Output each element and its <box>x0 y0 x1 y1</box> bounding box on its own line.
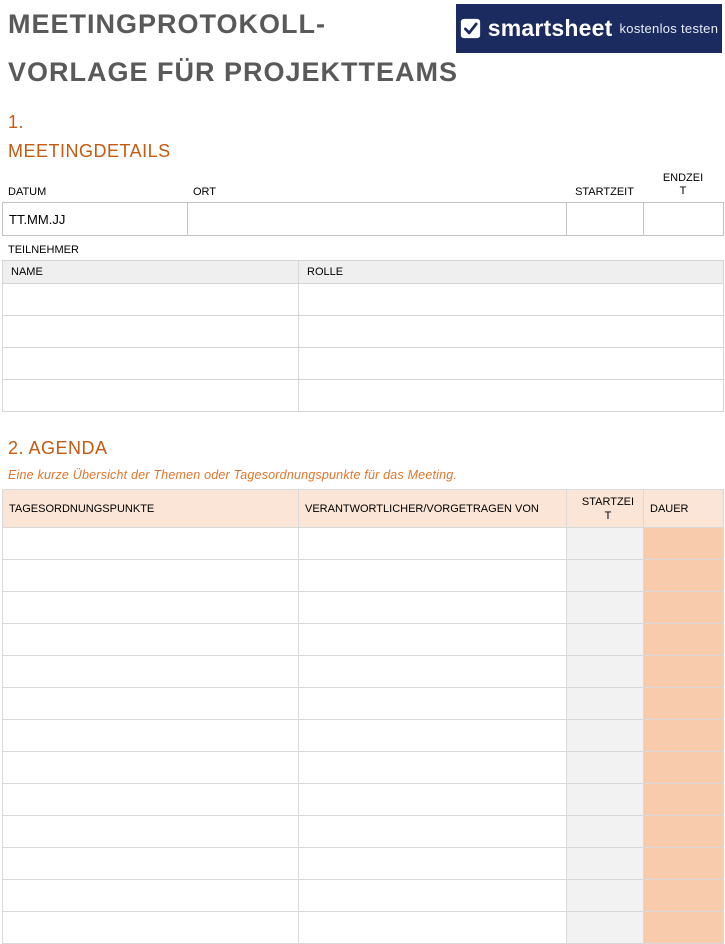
agenda-row <box>3 688 724 720</box>
agenda-startzeit-header: STARTZEIT <box>567 490 644 528</box>
agenda-table <box>2 489 724 944</box>
teilnehmer-header-row <box>3 261 724 284</box>
responsible-cell[interactable] <box>299 912 567 944</box>
name-cell[interactable] <box>3 316 299 348</box>
page-title-line-2: VORLAGE FÜR PROJEKTTEAMS <box>8 57 459 87</box>
responsible-cell[interactable] <box>299 784 567 816</box>
topic-cell[interactable] <box>3 528 299 560</box>
agenda-row <box>3 816 724 848</box>
topic-cell[interactable] <box>3 592 299 624</box>
duration-cell[interactable] <box>644 880 724 912</box>
start-cell[interactable] <box>567 560 644 592</box>
agenda-row <box>3 784 724 816</box>
start-cell[interactable] <box>567 912 644 944</box>
duration-cell[interactable] <box>644 816 724 848</box>
meeting-details-table <box>2 202 724 236</box>
section-1-title: MEETINGDETAILS <box>8 141 171 161</box>
smartsheet-banner[interactable] <box>456 4 722 53</box>
start-cell[interactable] <box>567 528 644 560</box>
duration-cell[interactable] <box>644 752 724 784</box>
agenda-row <box>3 592 724 624</box>
start-cell[interactable] <box>567 656 644 688</box>
duration-cell[interactable] <box>644 720 724 752</box>
start-cell[interactable] <box>567 880 644 912</box>
topic-cell[interactable] <box>3 720 299 752</box>
rolle-header: ROLLE <box>299 261 724 284</box>
responsible-cell[interactable] <box>299 720 567 752</box>
topic-cell[interactable] <box>3 688 299 720</box>
agenda-row <box>3 912 724 944</box>
responsible-cell[interactable] <box>299 752 567 784</box>
verantwortlicher-header: VERANTWORTLICHER/VORGETRAGEN VON <box>299 490 567 528</box>
smartsheet-brand-label: smartsheet <box>487 15 613 41</box>
duration-cell[interactable] <box>644 688 724 720</box>
ort-header: ORT <box>193 186 217 198</box>
agenda-row <box>3 528 724 560</box>
responsible-cell[interactable] <box>299 528 567 560</box>
agenda-row <box>3 752 724 784</box>
datum-cell[interactable]: TT.MM.JJ <box>3 203 188 236</box>
duration-cell[interactable] <box>644 784 724 816</box>
agenda-row <box>3 880 724 912</box>
endzeit-cell[interactable] <box>644 203 724 236</box>
page-title-line-1: MEETINGPROTOKOLL- <box>8 9 326 39</box>
duration-cell[interactable] <box>644 656 724 688</box>
agenda-row <box>3 624 724 656</box>
responsible-cell[interactable] <box>299 656 567 688</box>
tagesordnungspunkte-header: TAGESORDNUNGSPUNKTE <box>3 490 299 528</box>
responsible-cell[interactable] <box>299 688 567 720</box>
rolle-cell[interactable] <box>299 284 724 316</box>
topic-cell[interactable] <box>3 816 299 848</box>
teilnehmer-table <box>2 260 724 412</box>
topic-cell[interactable] <box>3 784 299 816</box>
smartsheet-logo-icon <box>460 18 481 39</box>
responsible-cell[interactable] <box>299 560 567 592</box>
start-cell[interactable] <box>567 624 644 656</box>
topic-cell[interactable] <box>3 880 299 912</box>
responsible-cell[interactable] <box>299 592 567 624</box>
duration-cell[interactable] <box>644 624 724 656</box>
responsible-cell[interactable] <box>299 880 567 912</box>
duration-cell[interactable] <box>644 528 724 560</box>
dauer-header: DAUER <box>644 490 724 528</box>
page-header <box>0 0 725 96</box>
duration-cell[interactable] <box>644 592 724 624</box>
teilnehmer-row <box>3 316 724 348</box>
free-trial-label: kostenlos testen <box>619 21 719 36</box>
name-cell[interactable] <box>3 380 299 412</box>
ort-cell[interactable] <box>188 203 567 236</box>
rolle-cell[interactable] <box>299 348 724 380</box>
topic-cell[interactable] <box>3 848 299 880</box>
teilnehmer-row <box>3 380 724 412</box>
start-cell[interactable] <box>567 784 644 816</box>
topic-cell[interactable] <box>3 752 299 784</box>
agenda-header-row <box>3 490 724 528</box>
rolle-cell[interactable] <box>299 316 724 348</box>
name-cell[interactable] <box>3 284 299 316</box>
start-cell[interactable] <box>567 720 644 752</box>
start-cell[interactable] <box>567 816 644 848</box>
topic-cell[interactable] <box>3 560 299 592</box>
teilnehmer-label: TEILNEHMER <box>8 244 79 256</box>
startzeit-cell[interactable] <box>567 203 644 236</box>
name-header: NAME <box>3 261 299 284</box>
teilnehmer-row <box>3 348 724 380</box>
startzeit-header: STARTZEIT <box>575 186 634 198</box>
agenda-description: Eine kurze Übersicht der Themen oder Tagesordnungspunkte für das Meeting. <box>8 468 458 482</box>
start-cell[interactable] <box>567 848 644 880</box>
rolle-cell[interactable] <box>299 380 724 412</box>
datum-header: DATUM <box>8 186 47 198</box>
section-1-heading <box>8 108 725 166</box>
section-1-number: 1. <box>8 112 25 132</box>
responsible-cell[interactable] <box>299 816 567 848</box>
agenda-row <box>3 848 724 880</box>
agenda-row <box>3 656 724 688</box>
endzeit-header: ENDZEIT <box>662 172 704 197</box>
section-2-heading: 2. AGENDA <box>8 438 108 458</box>
name-cell[interactable] <box>3 348 299 380</box>
start-cell[interactable] <box>567 752 644 784</box>
topic-cell[interactable] <box>3 656 299 688</box>
responsible-cell[interactable] <box>299 624 567 656</box>
start-cell[interactable] <box>567 592 644 624</box>
teilnehmer-row <box>3 284 724 316</box>
topic-cell[interactable] <box>3 624 299 656</box>
duration-cell[interactable] <box>644 560 724 592</box>
duration-cell[interactable] <box>644 912 724 944</box>
details-row <box>3 203 724 236</box>
start-cell[interactable] <box>567 688 644 720</box>
details-header-row <box>0 166 725 202</box>
responsible-cell[interactable] <box>299 848 567 880</box>
agenda-row <box>3 560 724 592</box>
duration-cell[interactable] <box>644 848 724 880</box>
agenda-row <box>3 720 724 752</box>
topic-cell[interactable] <box>3 912 299 944</box>
